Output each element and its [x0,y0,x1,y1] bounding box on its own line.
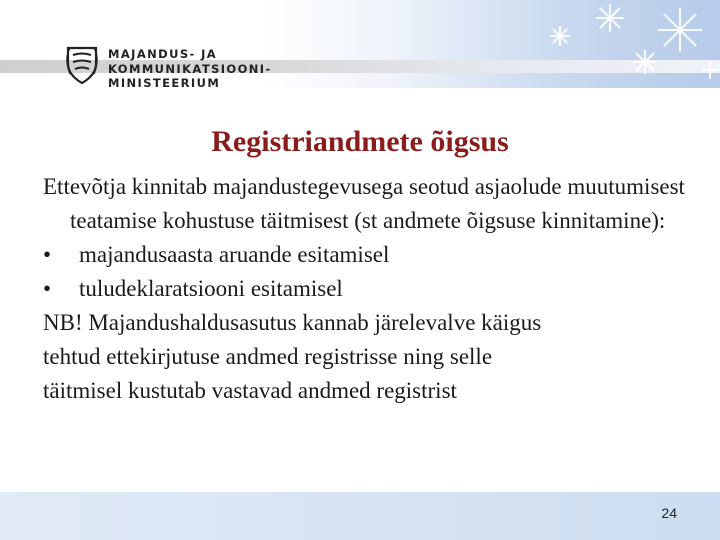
bullet-item [43,238,693,272]
footer-band [0,492,720,540]
note-line: NB! Majandushaldusasutus kannab järelevalve käigus [43,310,542,335]
bullet-text: tuludeklaratsiooni esitamisel [79,276,343,301]
note-line: tehtud ettekirjutuse andmed registrisse ning selle [43,344,493,369]
bullet-marker: • [43,276,52,301]
bullet-marker: • [43,242,52,267]
coat-of-arms-icon [64,44,100,86]
slide-body [43,170,693,408]
logo-line-1: MAJANDUS- JA [108,47,218,61]
slide-title: Registriandmete õigsus [211,125,509,158]
note-line: täitmisel kustutab vastavad andmed registrist [43,378,457,403]
bullet-item [43,272,693,306]
logo-line-2: KOMMUNIKATSIOONI- [108,61,272,76]
ministry-logo-text [108,47,272,91]
page-number: 24 [661,505,677,521]
snowflake-decoration [380,0,720,90]
logo-line-3: MINISTEERIUM [108,76,221,90]
bullet-text: majandusaasta aruande esitamisel [79,242,390,267]
intro-paragraph: Ettevõtja kinnitab majandustegevusega seotud asjaolude muutumisest teatamise kohustuse täitmisest (st andmete õigsuse kinnitamine): [43,174,685,233]
